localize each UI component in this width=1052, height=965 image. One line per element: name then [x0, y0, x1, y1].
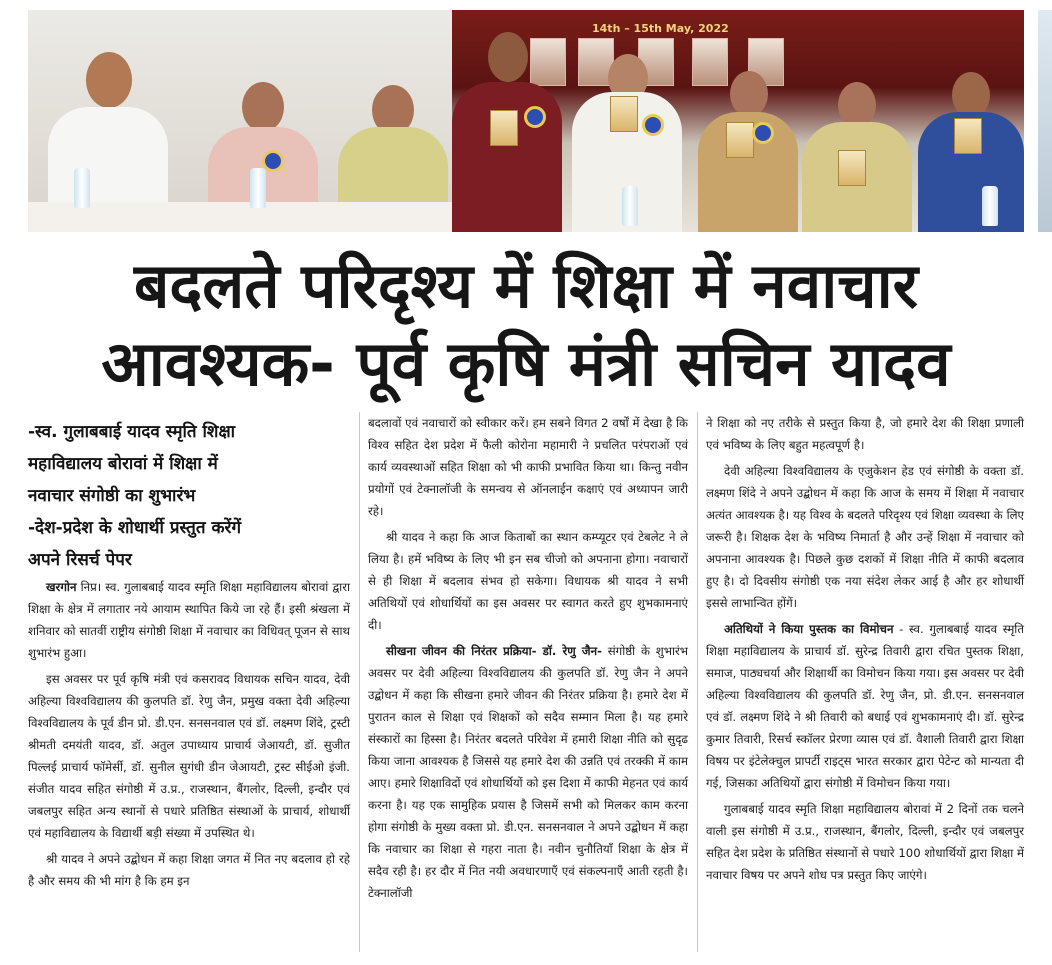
guest-figure [802, 62, 912, 232]
paragraph: देवी अहिल्या विश्वविद्यालय के एजुकेशन हेड एवं संगोष्ठी के वक्ता डॉ. लक्ष्मण शिंदे ने अपने उद्बोधन में कहा कि आज के समय में शिक्षा में नवाचार अत्यंत आवश्यक है। यह विश्व के बदलते परिदृश्य एवं शिक्षा व्यवस्था के लिए जरूरी है। शिक्षक देश के भविष्य निमार्ता है और उन्हें शिक्षा में नवाचार को अपनाना आवश्यक है। पिछले कुछ दशकों में शिक्षा नीति में काफी बदलाव हुए है। दो दिवसीय संगोष्ठी एक नया संदेश लेकर आई है और हर शोधार्थी इससे लाभान्वित होंगें। [706, 464, 1024, 610]
water-bottle [982, 186, 998, 226]
subheading: -देश-प्रदेश के शोधार्थी प्रस्तुत करेंगें [28, 518, 242, 538]
paragraph: गुलाबबाई यादव स्मृति शिक्षा महाविद्यालय बोरावां में 2 दिनों तक चलने वाली इस संगोष्ठी में उ.प्र., राजस्थान, बैंगलोर, दिल्ली, इन्दौर एवं जबलपुर सहित देश प्रदेश के प्रतिष्ठित संस्थानों से पधारे 100 शोधार्थियों द्वारा शिक्षा में नवाचार विषय पर अपने शोध पत्र प्रस्तुत किए जाएंगे। [706, 802, 1024, 882]
article-column-3 [706, 412, 1024, 886]
paragraph: श्री यादव ने कहा कि आज किताबों का स्थान कम्प्यूटर एवं टेबलेट ने ले लिया है। हमें भविष्य के लिए भी इन सब चीजो को अपनाना होगा। नवाचारों से ही शिक्षा में बदलाव संभव हो सकेगा। विधायक श्री यादव ने सभी अतिथियों एवं शोधार्थियों का इस अवसर पर स्वागत करते हुए शुभकामनाएं दी। [368, 530, 688, 632]
subheading: नवाचार संगोष्ठी का शुभारंभ [28, 486, 196, 506]
event-photo-left [28, 10, 452, 232]
dateline: खरगोन [46, 580, 77, 594]
paragraph-text: निप्र। स्व. गुलाबबाई यादव स्मृति शिक्षा महाविद्यालय बोरावां द्वारा शिक्षा के क्षेत्र में लगातार नये आयाम स्थापित किये जा रहे हैं। इसी श्रंखला में शनिवार को सातवीं राष्ट्रीय संगोष्ठी शिक्षा में नवाचार का विधिवत् पूजन से साथ शुभारंभ हुआ। [28, 580, 351, 660]
paragraph-text: - स्व. गुलाबबाई यादव स्मृति शिक्षा महाविद्यालय के प्राचार्य डॉ. सुरेन्द्र तिवारी द्वारा रचित पुस्तक शिक्षा, समाज, पाठ्यचर्या और शिक्षार्थी का विमोचन किया गया। इस अवसर पर देवी अहिल्या विश्वविद्यालय की कुलपति डॉ. रेणु जैन, प्रो. डी.एन. सनसनवाल एवं डॉ. लक्ष्मण शिंदे ने श्री तिवारी को बधाई एवं शुभकामनाएं दी। डॉ. सुरेन्द्र कुमार तिवारी, रिसर्च स्कॉलर प्रेरणा व्यास एवं डॉ. वैशाली तिवारी द्वारा शिक्षा विषय पर इंटेलेक्चुल प्रापर्टी राइट्स भारत सरकार द्वारा पेटेन्ट को मान्यता दी गई, जिसका अतिथियों द्वारा संगोष्ठी में विमोचन किया गया। [706, 622, 1024, 790]
headline-line-1: बदलते परिदृश्य में शिक्षा में नवाचार [133, 249, 919, 322]
paragraph: इस अवसर पर पूर्व कृषि मंत्री एवं कसरावद विधायक सचिन यादव, देवी अहिल्या विश्वविद्यालय की कुलपति डॉ. रेणु जैन, प्रमुख वक्ता देवी अहिल्या विश्वविद्यालय के पूर्व डीन प्रो. डी.एन. सनसनवाल एवं डॉ. लक्ष्मण शिंदे, ट्रस्टी श्रीमती दमयंती यादव, डॉ. अतुल उपाध्याय प्राचार्य जेआयटी, डॉ. सुजीत पिल्लई प्राचार्य फॉमेर्सी, डॉ. सुनील सुगंधी डीन जेआयटी, ट्रस्ट सीईओ इंजी. संजीत यादव सहित संगोष्ठी में उ.प्र., राजस्थान, बैंगलोर, दिल्ली, इन्दौर एवं जबलपुर सहित अन्य स्थानों से पधारे प्रतिष्ठित संस्थाओं के प्राचार्य, शोधार्थी एवं महाविद्यालय के विद्यार्थी बड़ी संख्या में उपस्थित थे। [28, 672, 350, 840]
book [726, 122, 754, 158]
water-bottle [74, 168, 90, 208]
article-column-2 [368, 412, 688, 904]
paragraph: ने शिक्षा को नए तरीके से प्रस्तुत किया है, जो हमारे देश की शिक्षा प्रणाली एवं भविष्य के लिए बहुत महत्वपूर्ण है। [706, 416, 1024, 452]
book [954, 118, 982, 154]
paragraph: श्री यादव ने अपने उद्बोधन में कहा शिक्षा जगत में नित नए बदलाव हो रहे है और समय की भी मांग है कि हम इन [28, 852, 350, 888]
event-photo-right [452, 10, 1024, 232]
subheading: महाविद्यालय बोरावां में शिक्षा में [28, 454, 218, 474]
guest-badge [262, 150, 284, 172]
article-column-1 [28, 412, 350, 892]
column-divider [359, 412, 360, 952]
guest-badge [752, 122, 774, 144]
paragraph [706, 618, 1024, 794]
paragraph: बदलावों एवं नवाचारों को स्वीकार करें। हम सबने विगत 2 वर्षों में देखा है कि विश्व सहित देश प्रदेश में फैली कोरोना महामारी ने प्रचलित परंपराओं एवं कार्य व्यवस्थाओं सहित शिक्षा को भी काफी प्रभावित किया था। किन्तु नवीन प्रयोगों एवं टेक्नालॉजी के समन्वय से ऑनलाईन कक्षाएं एवं अध्यापन जारी रहे। [368, 416, 688, 518]
book [610, 96, 638, 132]
table [28, 202, 452, 232]
photo-edge-strip [1038, 10, 1052, 232]
column-divider [697, 412, 698, 952]
paragraph-text: संगोष्ठी के शुभारंभ अवसर पर देवी अहिल्या विश्वविद्यालय की कुलपति डॉ. रेणु जैन ने अपने उद्बोधन में कहा कि सीखना हमारे जीवन की निरंतर प्रक्रिया है। हमारे देश में पुरातन काल से शिक्षा एवं शिक्षकों को सदैव सम्मान मिला है। यह हमारे संस्कारों का हिस्सा है। निरंतर बदलते परिवेश में हमारी शिक्षा नीति को सुदृढ किया जाना आवश्यक है जिससे यह हमारे देश की उन्नति एवं तरक्की में काम आए। हमारे शिक्षाविदों एवं शोधार्थियों को इस दिशा में काफी मेहनत एवं कार्य करना है। यह एक सामुहिक प्रयास है जिसमें सभी को मिलकर काम करना होगा संगोष्ठी के मुख्य वक्ता प्रो. डी.एन. सनसनवाल ने अपने उद्बोधन में कहा कि नवाचार का शिक्षा से गहरा नाता है। नवीन चुनौतियाँ शिक्षा के क्षेत्र में सदैव रही है। हर दौर में नित नयी अवधारणाएँ एवं संकल्पनाएँ आती रहती है। टेक्नालॉजी [368, 644, 688, 900]
guest-badge [642, 114, 664, 136]
paragraph [28, 576, 350, 664]
water-bottle [250, 168, 266, 208]
section-lead: सीखना जीवन की निरंतर प्रक्रिया- डॉ. रेणु जैन- [386, 644, 602, 658]
book [838, 150, 866, 186]
water-bottle [622, 186, 638, 226]
banner-date: 14th – 15th May, 2022 [592, 22, 729, 35]
headline-line-2: आवश्यक- पूर्व कृषि मंत्री सचिन यादव [101, 327, 951, 400]
section-lead: अतिथियों ने किया पुस्तक का विमोचन [724, 622, 894, 636]
paragraph [368, 640, 688, 904]
guest-badge [524, 106, 546, 128]
book [490, 110, 518, 146]
subheading: -स्व. गुलाबबाई यादव स्मृति शिक्षा [28, 422, 236, 442]
subheading: अपने रिसर्च पेपर [28, 550, 132, 570]
